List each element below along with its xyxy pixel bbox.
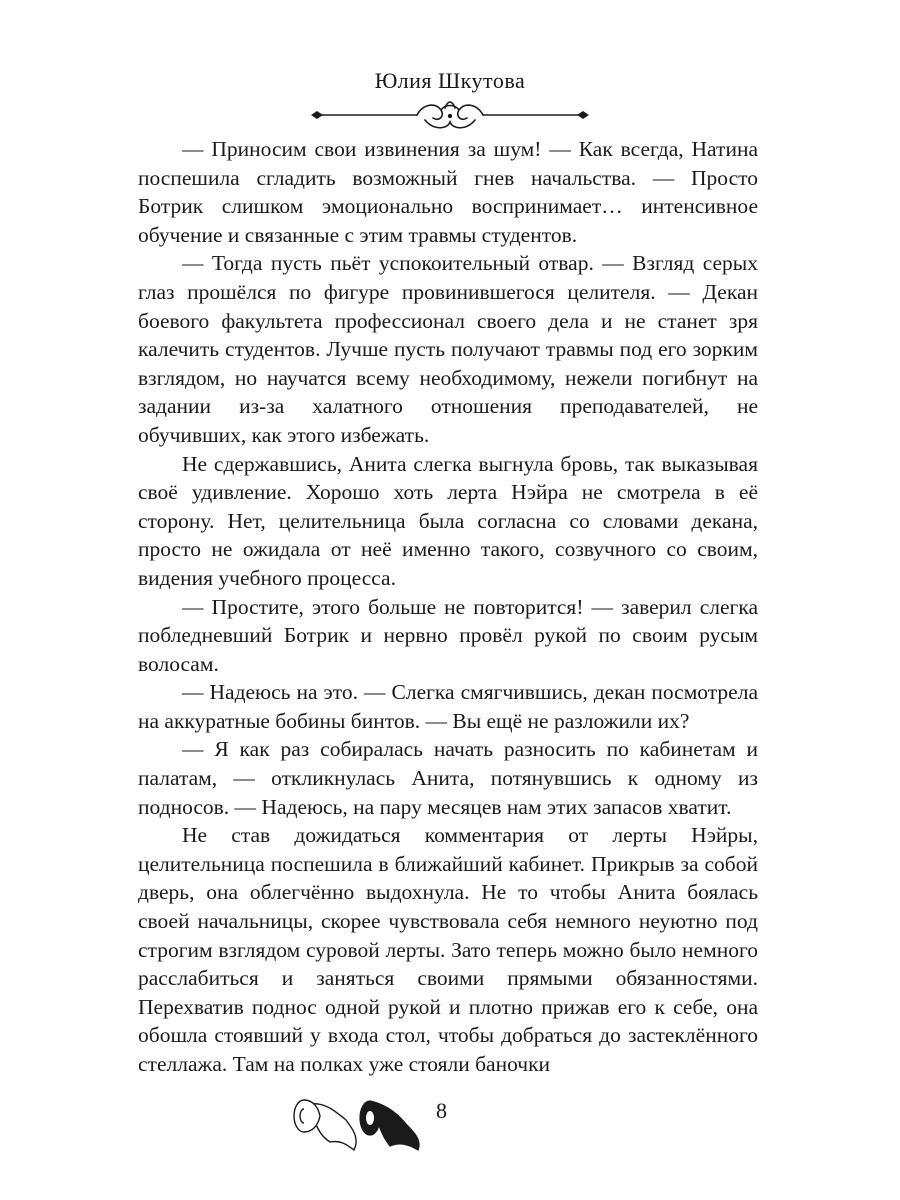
running-head-author: Юлия Шкутова [374, 68, 526, 93]
page-number: 8 [436, 1098, 447, 1123]
paragraph: Не став дожидаться комментария от лерты Нэйры, целительница поспешила в ближайший кабинет. Прикрыв за собой дверь, она облегчённо выдохнула. Не то чтобы Анита боялась своей начальницы, скорее чувствовала себя немного неуютно под строгим взглядом суровой лерты. Зато теперь можно было немного расслабиться и заняться своими прямыми обязанностями. Перехватив поднос одной рукой и плотно прижав его к себе, она обошла стоявший у входа стол, чтобы добраться до застеклённого стеллажа. Там на полках уже стояли баночки [138, 823, 758, 1076]
body-text [138, 135, 758, 1079]
paragraph: — Приносим свои извинения за шум! — Как всегда, Натина поспешила сгладить возможный гнев начальства. — Просто Ботрик слишком эмоционально воспринимает… интенсивное обучение и связанные с этим травмы студентов. [138, 137, 758, 247]
flourish-divider-icon [305, 96, 595, 134]
paragraph: Не сдержавшись, Анита слегка выгнула бровь, так выказывая своё удивление. Хорошо хоть лерта Нэйра не смотрела в её сторону. Нет, целительница была согласна со словами декана, просто не ожидала от неё именно такого, созвучного со своим, видения учебного процесса. [138, 451, 758, 590]
paragraph: — Надеюсь на это. — Слегка смягчившись, декан посмотрела на аккуратные бобины бинтов. — Вы ещё не разложили их? [138, 680, 758, 733]
paragraph: — Простите, этого больше не повторится! — заверил слегка побледневший Ботрик и нервно провёл рукой по своим русым волосам. [138, 594, 758, 676]
bandage-rolls-icon [290, 1092, 430, 1160]
paragraph: — Тогда пусть пьёт успокоительный отвар. — Взгляд серых глаз прошёлся по фигуре провинившегося целителя. — Декан боевого факультета профессионал своего дела и не станет зря калечить студентов. Лучше пусть получают травмы под его зорким взглядом, но научатся всему необходимому, нежели погибнут на задании из-за халатного отношения преподавателей, не обучивших, как этого избежать. [138, 251, 758, 447]
paragraph: — Я как раз собиралась начать разносить по кабинетам и палатам, — откликнулась Анита, потянувшись к одному из подносов. — Надеюсь, на пару месяцев нам этих запасов хватит. [138, 737, 758, 819]
